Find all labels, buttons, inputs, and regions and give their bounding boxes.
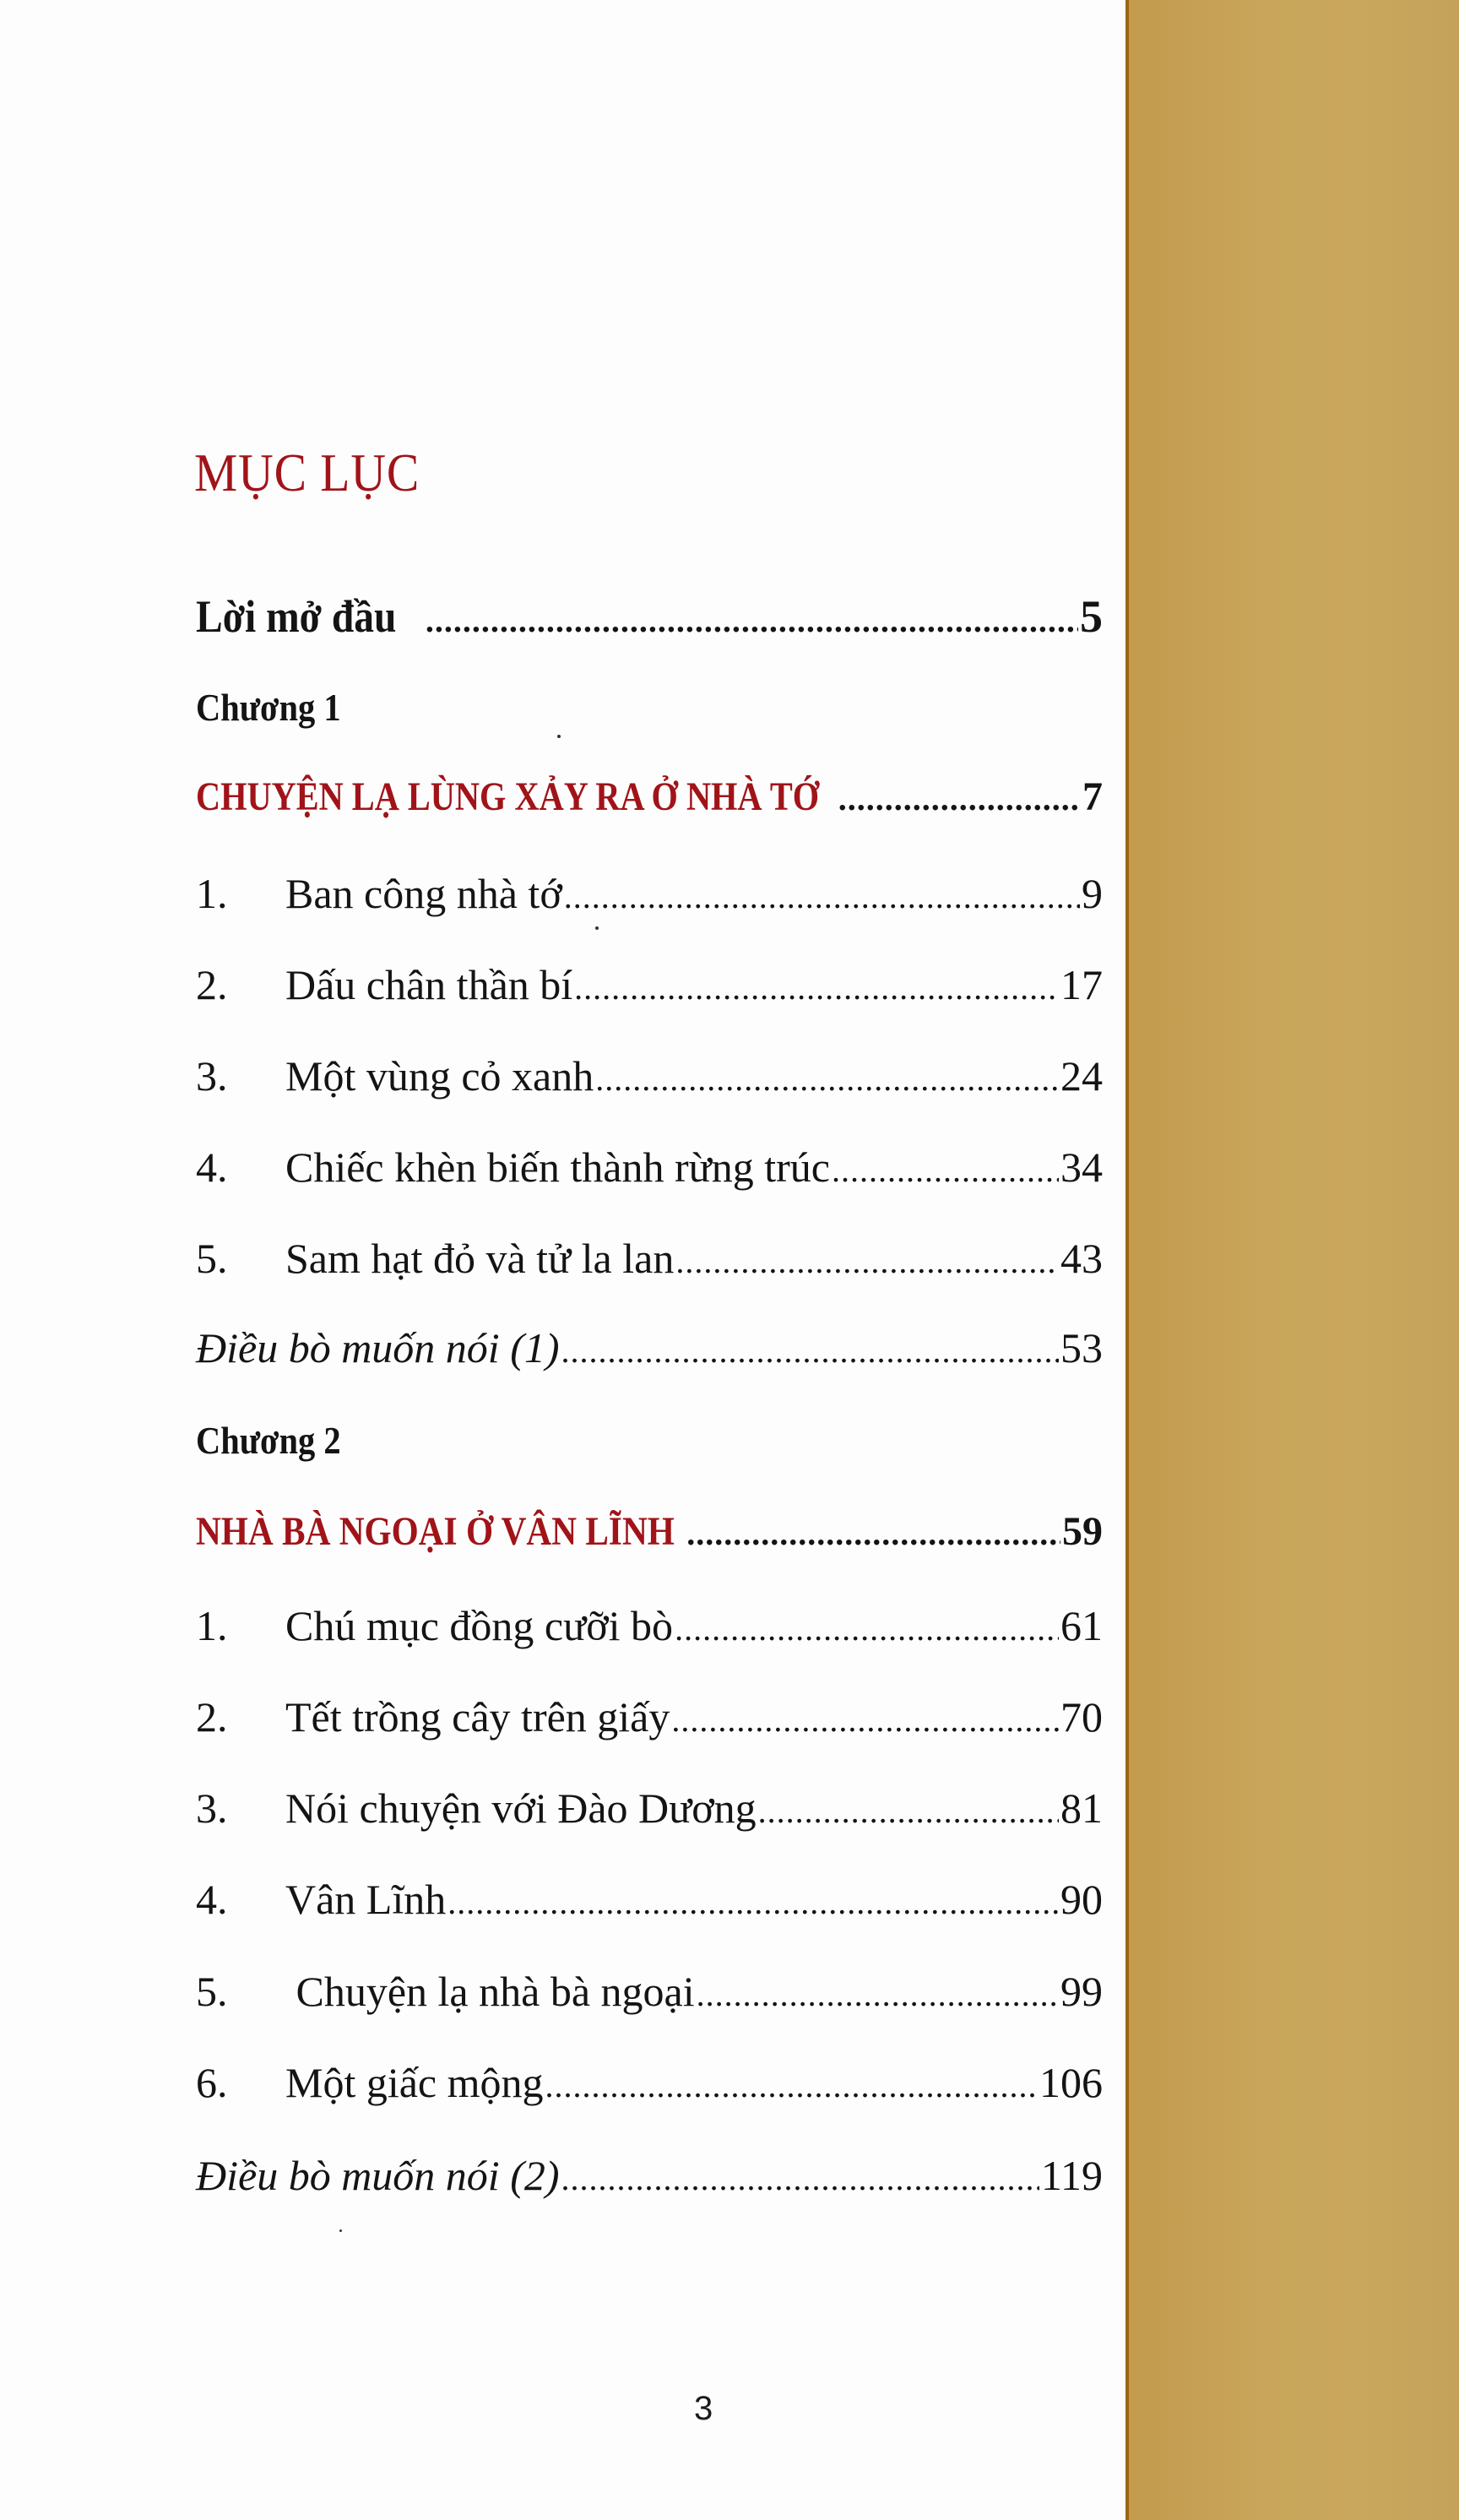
toc-item-2-1[interactable] [196,1600,1103,1651]
toc-item-2-5[interactable] [196,1966,1103,2017]
toc-entry-page: 59 [1062,1509,1103,1554]
item-number: 4. [196,1876,228,1923]
toc-item-2-4[interactable] [196,1874,1103,1925]
leader-dots [758,1786,1059,1837]
item-label: Chiếc khèn biến thành rừng trúc [285,1143,830,1191]
epilogue-page: 53 [1060,1324,1103,1371]
item-page: 17 [1060,961,1103,1008]
chapter-title-label: CHUYỆN LẠ LÙNG XẢY RA Ở NHÀ TỚ [196,774,820,819]
leader-dots [561,1326,1060,1377]
print-speck [557,735,561,738]
item-page: 9 [1082,870,1103,917]
item-number: 2. [196,1693,228,1741]
item-label: Nói chuyện với Đào Dương [285,1784,757,1832]
leader-dots [671,1695,1059,1746]
epilogue-page: 119 [1040,2152,1103,2199]
toc-entry-intro[interactable] [196,591,1103,642]
item-label: Chú mục đồng cưỡi bò [285,1602,674,1649]
leader-dots [574,963,1059,1013]
leader-dots [686,1508,1060,1559]
item-page: 70 [1060,1693,1103,1741]
toc-item-1-1[interactable] [196,868,1103,919]
item-page: 106 [1039,2059,1103,2106]
chapter-heading-label: Chương 2 [196,1419,341,1462]
leader-dots [595,1054,1059,1105]
item-number: 1. [196,870,228,917]
item-number: 3. [196,1052,228,1100]
item-label: Một vùng cỏ xanh [285,1052,594,1100]
item-number: 1. [196,1602,228,1649]
item-number: 3. [196,1784,228,1832]
leader-dots [675,1604,1059,1654]
leader-dots [675,1236,1059,1287]
toc-entry-page: 5 [1080,591,1103,642]
chapter-1-heading [196,682,1103,733]
chapter-heading-label: Chương 1 [196,686,341,729]
toc-item-2-6[interactable] [196,2057,1103,2108]
toc-item-2-3[interactable] [196,1783,1103,1833]
item-page: 81 [1060,1784,1103,1832]
gold-edge-band [1125,0,1459,2520]
toc-item-1-2[interactable] [196,959,1103,1010]
item-number: 4. [196,1143,228,1191]
item-page: 99 [1060,1968,1103,2015]
item-label: Vân Lĩnh [285,1876,447,1923]
toc-entry-page: 7 [1082,774,1103,819]
page-title: MỤC LỤC [194,443,420,502]
chapter-2-title-entry[interactable] [196,1507,1103,1557]
chapter-1-title-entry[interactable] [196,772,1103,823]
item-label: Một giấc mộng [285,2059,544,2106]
leader-dots [447,1877,1059,1928]
leader-dots [561,2153,1039,2204]
toc-item-1-3[interactable] [196,1051,1103,1101]
leader-dots [838,774,1081,824]
item-page: 43 [1060,1235,1103,1282]
item-label: Dấu chân thần bí [285,961,573,1008]
epilogue-label: Điều bò muốn nói (1) [196,1324,560,1371]
item-page: 61 [1060,1602,1103,1649]
item-page: 90 [1060,1876,1103,1923]
leader-dots [545,2061,1038,2111]
epilogue-label: Điều bò muốn nói (2) [196,2152,560,2199]
item-label: Tết trồng cây trên giấy [285,1693,670,1741]
item-number: 5. [196,1235,228,1282]
item-number: 5. [196,1968,228,2015]
print-speck [339,2229,342,2232]
item-page: 34 [1060,1143,1103,1191]
toc-entry-label: Lời mở đầu [196,591,397,642]
leader-dots [564,872,1080,922]
toc-epilogue-2[interactable] [196,2150,1103,2201]
chapter-title-label: NHÀ BÀ NGOẠI Ở VÂN LĨNH [196,1509,675,1554]
toc-item-2-2[interactable] [196,1692,1103,1742]
leader-dots [832,1145,1059,1196]
item-page: 24 [1060,1052,1103,1100]
item-number: 2. [196,961,228,1008]
leader-dots [426,595,1078,646]
toc-item-1-5[interactable] [196,1233,1103,1284]
toc-epilogue-1[interactable] [196,1322,1103,1373]
item-label: Sam hạt đỏ và tử la lan [285,1235,675,1282]
item-label: Ban công nhà tớ [285,870,562,917]
leader-dots [697,1969,1059,2020]
chapter-2-heading [196,1415,1103,1466]
item-label: Chuyện lạ nhà bà ngoại [285,1968,695,2015]
toc-item-1-4[interactable] [196,1142,1103,1192]
page-number: 3 [694,2390,713,2427]
item-number: 6. [196,2059,228,2106]
print-speck [595,926,599,930]
